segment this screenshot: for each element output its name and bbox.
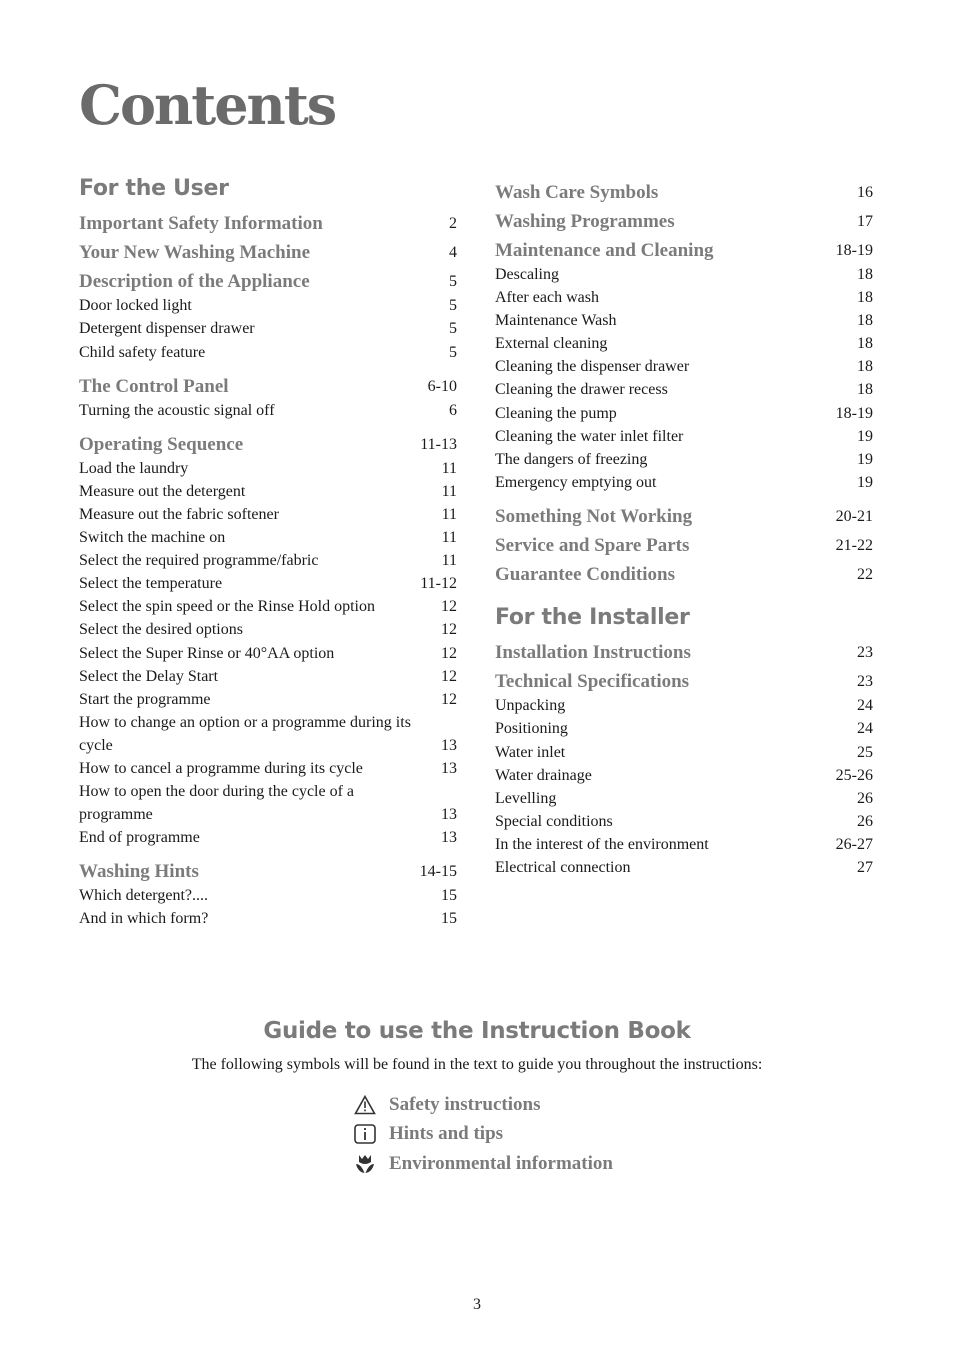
toc-entry-label: The Control Panel [79,375,229,397]
legend-label: Environmental information [389,1152,613,1174]
toc-entry-page: 18 [857,358,873,376]
entry-spacer [79,422,457,428]
toc-entry-page: 19 [857,473,873,491]
legend-label: Hints and tips [389,1123,504,1145]
toc-entry-page: 16 [857,184,873,201]
toc-section-entry [79,212,457,236]
entry-spacer [495,494,873,500]
toc-entry-label: Select the required programme/fabric [79,552,319,570]
toc-entry-page: 11 [441,459,457,477]
toc-entry-page: 18-19 [835,404,873,422]
toc-entry-page: 11 [441,529,457,547]
toc-entry [79,317,457,340]
toc-list-installer [495,641,873,879]
toc-entry-page: 5 [449,273,457,291]
toc-entry-label: Select the temperature [79,575,223,593]
toc-entry-label: And in which form? [79,910,209,928]
legend-item-safety [353,1090,613,1120]
section-heading-installer: For the Installer [495,604,690,630]
toc-entry [495,833,873,856]
legend-item-hints [353,1120,613,1150]
toc-entry-page: 12 [441,667,457,685]
toc-entry-label: Water drainage [495,766,592,784]
toc-entry-label: Washing Programmes [495,211,675,232]
toc-entry-label: Select the Super Rinse or 40°AA option [79,644,335,662]
toc-entry-page: 11-12 [420,575,457,593]
toc-entry-label: Emergency emptying out [495,473,657,491]
toc-entry-label: Description of the Appliance [79,271,310,293]
toc-entry-page: 21-22 [835,536,873,554]
toc-entry [79,907,457,930]
environment-plant-icon [353,1152,377,1176]
toc-entry-label: Cleaning the pump [495,404,617,422]
toc-entry [79,457,457,480]
toc-entry-page: 5 [449,320,457,338]
toc-entry-page: 23 [857,644,873,662]
toc-entry-label: In the interest of the environment [495,835,709,853]
toc-entry-page: 12 [441,690,457,708]
toc-entry-page: 5 [449,343,457,361]
toc-entry-label: Service and Spare Parts [495,534,690,556]
toc-entry [79,688,457,711]
toc-entry-page: 13 [441,736,457,754]
toc-entry-page: 6-10 [427,377,457,395]
toc-entry [495,402,873,425]
toc-entry [495,332,873,355]
toc-section-entry [495,641,873,665]
toc-entry-page: 24 [857,720,873,738]
page-title: Contents [79,73,336,137]
toc-section-entry [495,181,873,205]
toc-entry [495,286,873,309]
symbol-legend [353,1090,613,1179]
toc-entry-label: Descaling [495,266,559,283]
toc-entry-label: After each wash [495,289,599,307]
toc-section-entry [495,239,873,263]
toc-entry [79,341,457,364]
toc-entry-label: Turning the acoustic signal off [79,401,275,419]
info-icon [353,1122,377,1146]
toc-entry [79,757,457,780]
toc-entry-page: 15 [441,910,457,928]
toc-entry [79,780,457,826]
toc-entry-label: Guarantee Conditions [495,563,675,585]
toc-entry-page: 26 [857,812,873,830]
guide-intro: The following symbols will be found in the text to guide you throughout the instructions: [191,1056,763,1073]
toc-entry [79,549,457,572]
toc-entry-label: Wash Care Symbols [495,182,659,203]
section-spacer [495,587,873,605]
toc-section-entry [79,860,457,884]
toc-entry [495,856,873,879]
toc-entry [79,595,457,618]
toc-entry-page: 11 [441,552,457,570]
toc-entry-page: 2 [449,215,457,233]
guide-section [0,1018,954,1074]
toc-entry [495,764,873,787]
toc-entry [79,618,457,641]
toc-entry-page: 18 [857,335,873,353]
toc-entry [79,503,457,526]
toc-entry-label: Your New Washing Machine [79,242,311,264]
page-number: 3 [473,1296,481,1313]
toc-entry [495,717,873,740]
toc-entry-page: 19 [857,450,873,468]
toc-entry [79,665,457,688]
toc-entry-label: Maintenance and Cleaning [495,240,714,261]
toc-entry [495,378,873,401]
toc-entry-page: 11 [441,505,457,523]
toc-entry-page: 18-19 [835,242,873,259]
toc-entry-page: 17 [857,213,873,230]
toc-entry [79,572,457,595]
toc-entry-label: Positioning [495,720,568,738]
toc-entry-label: Detergent dispenser drawer [79,320,255,338]
toc-section-entry [79,433,457,457]
legend-item-environment [353,1149,613,1179]
toc-list-maintenance [495,181,873,587]
toc-entry-page: 25 [857,743,873,761]
toc-entry-page: 11-13 [420,435,457,453]
toc-entry-label: Technical Specifications [495,671,690,693]
toc-entry [79,399,457,422]
toc-section-entry [495,670,873,694]
toc-entry-page: 18 [857,381,873,399]
toc-section-entry [495,563,873,587]
toc-entry-page: 14-15 [419,863,457,881]
toc-entry [79,480,457,503]
toc-section-entry [79,375,457,399]
toc-entry-page: 13 [441,806,457,824]
toc-entry [79,826,457,849]
toc-section-entry [495,210,873,234]
toc-entry-label: Select the desired options [79,621,243,639]
toc-entry [79,526,457,549]
toc-entry-page: 12 [441,644,457,662]
toc-entry-label: Which detergent?.... [79,887,208,905]
toc-list-user [79,212,457,930]
toc-entry-label: How to change an option or a programme during its cycle [79,713,411,754]
toc-entry-label: Installation Instructions [495,642,691,664]
toc-section-entry [79,241,457,265]
toc-entry [495,309,873,332]
toc-entry-label: Cleaning the drawer recess [495,381,668,399]
entry-spacer [79,849,457,855]
toc-left-column [79,176,457,931]
toc-entry [79,294,457,317]
legend-label: Safety instructions [389,1093,541,1115]
toc-entry-page: 25-26 [835,766,873,784]
toc-entry [495,425,873,448]
toc-entry-page: 23 [857,673,873,691]
toc-entry-label: Electrical connection [495,858,631,876]
toc-entry-page: 4 [449,244,457,262]
toc-entry-page: 22 [857,565,873,583]
toc-entry-label: How to open the door during the cycle of a programme [79,783,355,824]
toc-section-entry [495,505,873,529]
toc-entry [495,741,873,764]
toc-entry-label: Start the programme [79,690,211,708]
toc-section-entry [79,270,457,294]
toc-entry [79,884,457,907]
toc-entry-label: External cleaning [495,335,608,353]
toc-entry-page: 15 [441,887,457,905]
toc-entry [79,642,457,665]
toc-entry-label: Measure out the fabric softener [79,505,279,523]
toc-entry [495,810,873,833]
toc-entry-label: Switch the machine on [79,529,226,547]
toc-entry-page: 12 [441,598,457,616]
toc-right-column [495,176,873,879]
toc-entry-label: Levelling [495,789,557,807]
toc-entry-label: Important Safety Information [79,213,323,235]
toc-entry-page: 19 [857,427,873,445]
toc-entry-label: Something Not Working [495,505,693,527]
toc-entry [495,355,873,378]
toc-entry-page: 6 [449,401,457,419]
toc-entry-label: Maintenance Wash [495,312,617,330]
toc-entry-label: How to cancel a programme during its cycle [79,759,363,777]
toc-entry-page: 11 [441,482,457,500]
toc-entry-page: 12 [441,621,457,639]
toc-entry-page: 20-21 [835,507,873,525]
toc-entry-page: 26-27 [835,835,873,853]
warning-triangle-icon [353,1093,377,1117]
guide-heading: Guide to use the Instruction Book [263,1018,691,1044]
toc-entry-label: Measure out the detergent [79,482,246,500]
toc-entry-page: 18 [857,289,873,307]
toc-entry-page: 5 [449,297,457,315]
toc-entry-page: 13 [441,829,457,847]
toc-entry [495,448,873,471]
toc-entry-label: Unpacking [495,697,566,715]
toc-entry-label: Select the spin speed or the Rinse Hold option [79,598,375,616]
toc-entry-page: 13 [441,759,457,777]
toc-entry-page: 26 [857,789,873,807]
toc-entry-page: 27 [857,858,873,876]
toc-entry-label: Child safety feature [79,343,206,361]
toc-section-entry [495,534,873,558]
toc-entry-label: Water inlet [495,743,566,761]
toc-entry-page: 18 [857,312,873,330]
toc-entry-label: Operating Sequence [79,433,244,455]
toc-entry [495,787,873,810]
entry-spacer [79,364,457,370]
toc-entry-label: Select the Delay Start [79,667,219,685]
section-heading-user: For the User [79,176,229,201]
toc-entry-label: Load the laundry [79,459,189,477]
toc-entry-label: Special conditions [495,812,613,830]
toc-entry [495,471,873,494]
toc-entry-label: End of programme [79,829,200,847]
toc-entry-label: Door locked light [79,297,192,315]
toc-entry-label: Cleaning the dispenser drawer [495,358,690,376]
toc-entry [79,711,457,757]
toc-entry-page: 24 [857,697,873,715]
toc-entry [495,263,873,286]
toc-entry-label: Washing Hints [79,861,199,883]
toc-entry-label: The dangers of freezing [495,450,648,468]
toc-entry [495,694,873,717]
toc-entry-label: Cleaning the water inlet filter [495,427,684,445]
toc-entry-page: 18 [857,266,873,283]
